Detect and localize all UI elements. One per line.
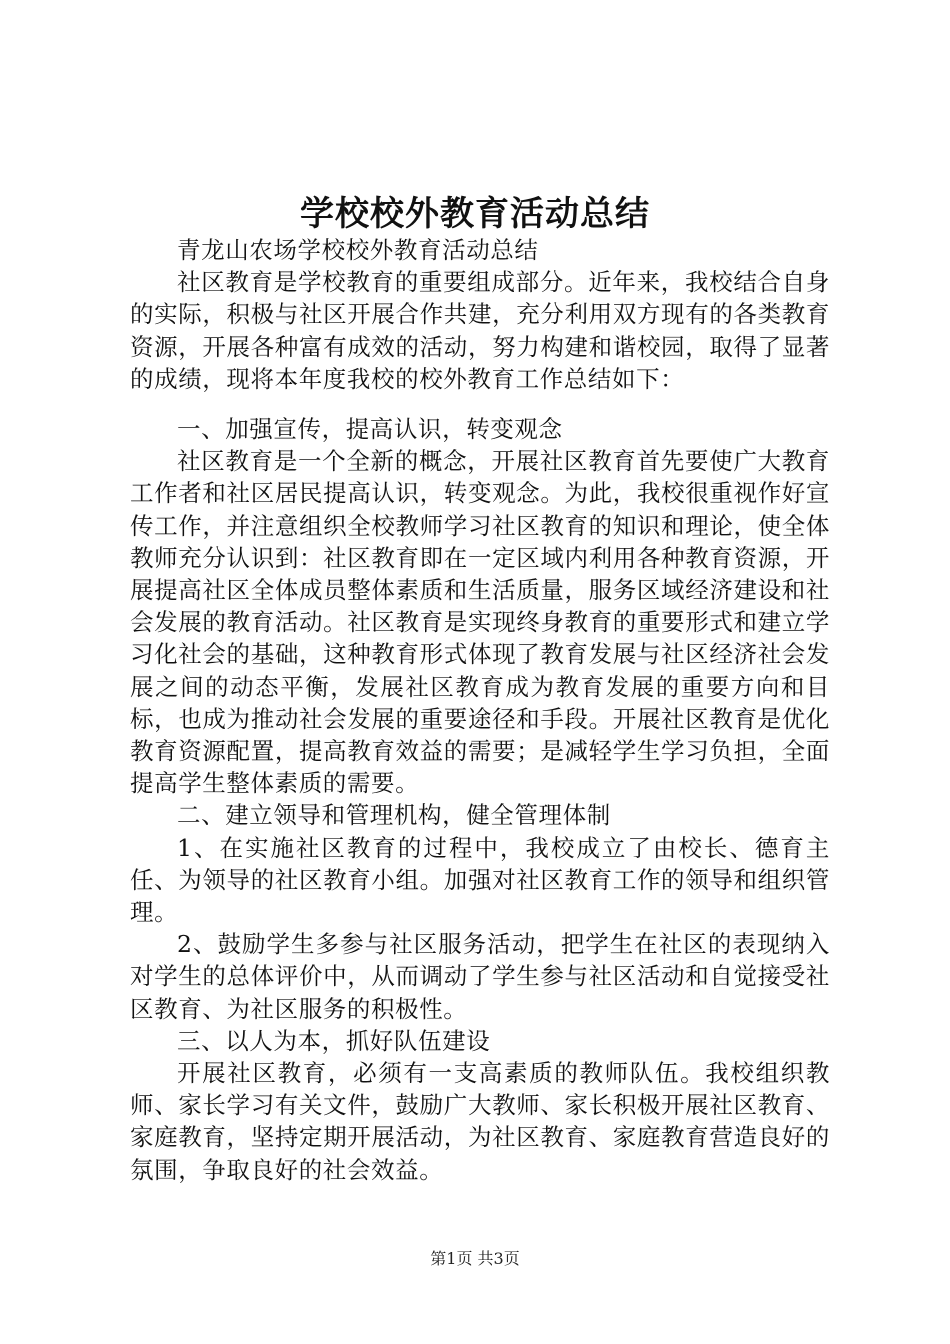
section-heading-2: 二、建立领导和管理机构，健全管理体制	[177, 801, 611, 830]
section-2-item-2: 2、鼓励学生多参与社区服务活动，把学生在社区的表现纳入对学生的总体评价中，从而调动了学生参与社区活动和自觉接受社区教育、为社区服务的积极性。	[130, 930, 830, 1023]
section-heading-3: 三、以人为本，抓好队伍建设	[177, 1026, 491, 1055]
section-2-item-1: 1、在实施社区教育的过程中，我校成立了由校长、德育主任、为领导的社区教育小组。加强对社区教育工作的领导和组织管理。	[130, 833, 830, 927]
document-body	[130, 234, 830, 1186]
subtitle-paragraph: 青龙山农场学校校外教育活动总结	[177, 236, 539, 264]
section-heading-1: 一、加强宣传，提高认识，转变观念	[177, 415, 563, 444]
intro-paragraph: 社区教育是学校教育的重要组成部分。近年来，我校结合自身的实际，积极与社区开展合作共建，充分利用双方现有的各类教育资源，开展各种富有成效的活动，努力构建和谐校园，取得了显著的成绩，现将本年度我校的校外教育工作总结如下：	[130, 268, 830, 393]
document-title: 学校校外教育活动总结	[300, 194, 650, 234]
section-3-paragraph: 开展社区教育，必须有一支高素质的教师队伍。我校组织教师、家长学习有关文件，鼓励广大教师、家长积极开展社区教育、家庭教育，坚持定期开展活动，为社区教育、家庭教育营造良好的氛围，争取良好的社会效益。	[130, 1059, 830, 1184]
page-number-footer: 第1页 共3页	[430, 1249, 520, 1268]
section-1-paragraph: 社区教育是一个全新的概念，开展社区教育首先要使广大教育工作者和社区居民提高认识，转变观念。为此，我校很重视作好宣传工作，并注意组织全校教师学习社区教育的知识和理论，使全体教师充分认识到：社区教育即在一定区域内利用各种教育资源，开展提高社区全体成员整体素质和生活质量，服务区域经济建设和社会发展的教育活动。社区教育是实现终身教育的重要形式和建立学习化社会的基础，这种教育形式体现了教育发展与社区经济社会发展之间的动态平衡，发展社区教育成为教育发展的重要方向和目标，也成为推动社会发展的重要途径和手段。开展社区教育是优化教育资源配置，提高教育效益的需要；是减轻学生学习负担，全面提高学生整体素质的需要。	[130, 447, 830, 798]
paragraph-spacer	[130, 395, 830, 413]
